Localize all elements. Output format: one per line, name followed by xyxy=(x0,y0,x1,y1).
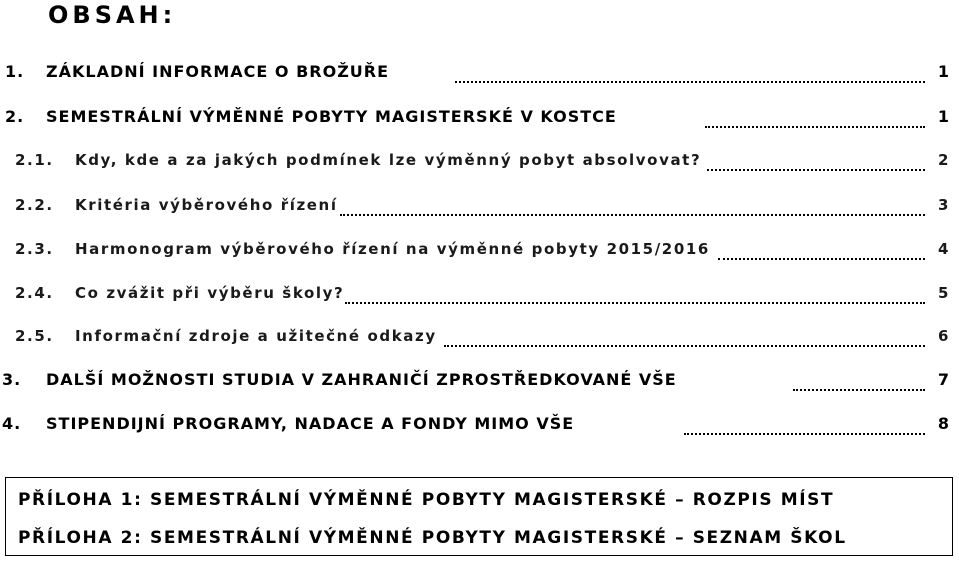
appendix-2[interactable]: PŘÍLOHA 2: SEMESTRÁLNÍ VÝMĚNNÉ POBYTY MAGISTERSKÉ – SEZNAM ŠKOL xyxy=(18,528,847,548)
toc-entry-text: DALŠÍ MOŽNOSTI STUDIA V ZAHRANIČÍ ZPROSTŘEDKOVANÉ VŠE xyxy=(46,370,677,389)
toc-entry-page: 1 xyxy=(937,107,950,126)
toc-entry-1[interactable] xyxy=(0,62,959,92)
toc-entry-2-5[interactable] xyxy=(0,327,959,357)
toc-entry-2-2[interactable] xyxy=(0,196,959,226)
toc-entry-number: 4. xyxy=(2,414,22,433)
toc-leader-dots xyxy=(707,167,925,171)
toc-entry-text: SEMESTRÁLNÍ VÝMĚNNÉ POBYTY MAGISTERSKÉ V KOSTCE xyxy=(46,107,617,126)
toc-entry-number: 2.3. xyxy=(15,240,54,258)
toc-entry-page: 1 xyxy=(937,62,950,81)
toc-entry-text: Kritéria výběrového řízení xyxy=(75,196,338,214)
toc-entry-number: 2. xyxy=(5,107,25,126)
toc-leader-dots xyxy=(793,387,925,391)
toc-entry-text: Kdy, kde a za jakých podmínek lze výměnný pobyt absolvovat? xyxy=(75,151,702,169)
toc-leader-dots xyxy=(340,212,925,216)
page-title: OBSAH: xyxy=(48,1,177,29)
toc-entry-3[interactable] xyxy=(0,370,959,400)
toc-entry-2-3[interactable] xyxy=(0,240,959,270)
appendix-1[interactable]: PŘÍLOHA 1: SEMESTRÁLNÍ VÝMĚNNÉ POBYTY MAGISTERSKÉ – ROZPIS MÍST xyxy=(18,490,835,510)
toc-entry-page: 2 xyxy=(937,151,950,169)
toc-entry-2[interactable] xyxy=(0,107,959,137)
toc-entry-number: 2.5. xyxy=(15,327,54,345)
toc-entry-page: 6 xyxy=(937,327,950,345)
toc-entry-4[interactable] xyxy=(0,414,959,444)
toc-leader-dots xyxy=(684,431,925,435)
toc-entry-number: 2.1. xyxy=(15,151,54,169)
toc-entry-page: 8 xyxy=(937,414,950,433)
toc-entry-number: 2.2. xyxy=(15,196,54,214)
toc-leader-dots xyxy=(718,256,925,260)
toc-entry-2-1[interactable] xyxy=(0,151,959,181)
toc-entry-number: 1. xyxy=(5,62,25,81)
toc-entry-text: Co zvážit při výběru školy? xyxy=(75,284,345,302)
toc-entry-page: 4 xyxy=(937,240,950,258)
toc-leader-dots xyxy=(455,79,925,83)
toc-entry-number: 2.4. xyxy=(15,284,54,302)
toc-leader-dots xyxy=(444,343,925,347)
toc-entry-number: 3. xyxy=(2,370,22,389)
toc-entry-text: STIPENDIJNÍ PROGRAMY, NADACE A FONDY MIMO VŠE xyxy=(46,414,575,433)
appendix-box xyxy=(5,477,953,556)
toc-entry-2-4[interactable] xyxy=(0,284,959,314)
toc-leader-dots xyxy=(345,300,925,304)
toc-entry-text: ZÁKLADNÍ INFORMACE O BROŽUŘE xyxy=(46,62,390,81)
toc-entry-text: Informační zdroje a užitečné odkazy xyxy=(75,327,437,345)
toc-entry-page: 3 xyxy=(937,196,950,214)
toc-entry-text: Harmonogram výběrového řízení na výměnné pobyty 2015/2016 xyxy=(75,240,710,258)
toc-entry-page: 5 xyxy=(937,284,950,302)
toc-entry-page: 7 xyxy=(937,370,950,389)
toc-leader-dots xyxy=(705,124,925,128)
